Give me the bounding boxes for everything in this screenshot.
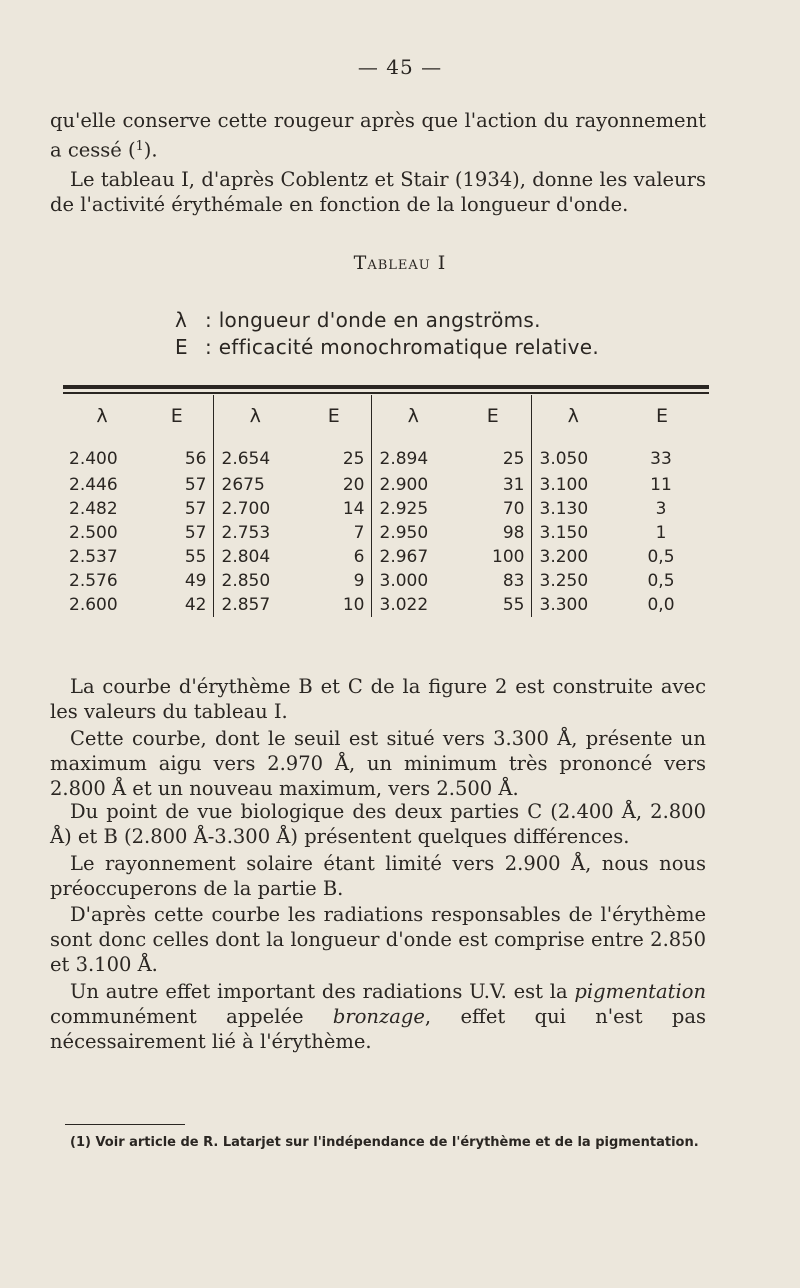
header-e: E	[327, 405, 340, 427]
cell: 2.537	[69, 547, 118, 567]
cell: 9	[353, 571, 365, 591]
header-e: E	[486, 405, 499, 427]
body-paragraph: Le rayonnement solaire étant limité vers 2.900 Å, nous nous préoccuperons de la partie B.	[50, 852, 706, 900]
cell: 2.753	[213, 521, 297, 545]
data-table	[63, 395, 709, 617]
intro-paragraph	[50, 108, 706, 162]
cell: 2.850	[213, 569, 297, 593]
cell: 25	[502, 449, 525, 469]
cell: 10	[342, 595, 365, 615]
cell: 2.500	[69, 523, 118, 543]
text-segment: communément appelée	[50, 1005, 333, 1028]
legend-text: : efficacité monochromatique relative.	[205, 335, 600, 359]
cell: 3.050	[531, 437, 615, 473]
footnote-reference[interactable]: 1	[135, 138, 144, 153]
italic-term: pigmentation	[574, 980, 706, 1003]
cell: 0,5	[647, 571, 675, 591]
cell: 1	[655, 523, 667, 543]
cell: 20	[342, 475, 365, 495]
legend-symbol: E	[175, 335, 188, 359]
cell: 2.950	[371, 521, 455, 545]
cell: 70	[502, 499, 525, 519]
cell: 57	[184, 523, 207, 543]
table-intro-paragraph: Le tableau I, d'après Coblentz et Stair (1934), donne les valeurs de l'activité érythémale en fonction de la longueur d'onde.	[50, 168, 706, 216]
text-segment: Un autre effet important des radiations U.V. est la	[70, 980, 575, 1003]
cell: 83	[502, 571, 525, 591]
footnote: (1) Voir article de R. Latarjet sur l'indépendance de l'érythème et de la pigmentation.	[70, 1135, 699, 1150]
legend-text: : longueur d'onde en angströms.	[205, 308, 541, 332]
cell: 0,5	[647, 547, 675, 567]
cell: 2.900	[371, 473, 455, 497]
table-row	[63, 569, 709, 593]
header-lambda: λ	[371, 395, 455, 437]
table-header-row	[63, 395, 709, 437]
header-lambda: λ	[531, 395, 615, 437]
body-paragraph: Cette courbe, dont le seuil est situé vers 3.300 Å, présente un maximum aigu vers 2.970 Å, un minimum très prononcé vers 2.800 Å et un nouveau maximum, vers 2.500 Å.	[50, 727, 706, 800]
cell: 55	[184, 547, 207, 567]
cell: 2.857	[213, 593, 297, 617]
cell: 2.400	[69, 449, 118, 469]
cell: 3.300	[531, 593, 615, 617]
cell: 6	[353, 547, 365, 567]
cell: 3.100	[531, 473, 615, 497]
body-paragraph: La courbe d'érythème B et C de la figure 2 est construite avec les valeurs du tableau I.	[50, 675, 706, 723]
cell: 57	[184, 475, 207, 495]
text-segment: , effet qui n'est pas nécessairement lié à l'érythème.	[50, 1005, 706, 1053]
table-row	[63, 437, 709, 473]
table-row	[63, 521, 709, 545]
cell: 57	[184, 499, 207, 519]
cell: 3.200	[531, 545, 615, 569]
cell: 2.600	[69, 595, 118, 615]
cell: 3.130	[531, 497, 615, 521]
header-lambda: λ	[213, 395, 297, 437]
cell: 2.654	[213, 437, 297, 473]
intro-text: qu'elle conserve cette rougeur après que l'action du rayonnement a cessé (	[50, 109, 706, 162]
cell: 3.022	[371, 593, 455, 617]
cell: 98	[502, 523, 525, 543]
cell: 3.000	[371, 569, 455, 593]
cell: 49	[184, 571, 207, 591]
table-row	[63, 545, 709, 569]
cell: 25	[342, 449, 365, 469]
cell: 14	[342, 499, 365, 519]
body-paragraph: D'après cette courbe les radiations responsables de l'érythème sont donc celles dont la longueur d'onde est comprise entre 2.850 et 3.100 Å.	[50, 903, 706, 976]
cell: 3.250	[531, 569, 615, 593]
cell: 2.925	[371, 497, 455, 521]
cell: 3.150	[531, 521, 615, 545]
cell: 3	[655, 499, 667, 519]
cell: 2.446	[69, 475, 118, 495]
cell: 2.482	[69, 499, 118, 519]
table-row	[63, 593, 709, 617]
table-row	[63, 497, 709, 521]
cell: 2.700	[213, 497, 297, 521]
cell: 7	[353, 523, 365, 543]
header-e: E	[170, 405, 183, 427]
italic-term: bronzage	[332, 1005, 425, 1028]
cell: 2.576	[69, 571, 118, 591]
cell: 2.894	[371, 437, 455, 473]
footnote-divider	[65, 1124, 185, 1125]
legend-lambda	[175, 308, 541, 332]
header-e: E	[655, 405, 668, 427]
cell: 33	[650, 449, 672, 469]
cell: 31	[502, 475, 525, 495]
pigmentation-paragraph	[50, 979, 706, 1054]
intro-text-end: ).	[143, 138, 158, 162]
cell: 56	[184, 449, 207, 469]
body-paragraph: Du point de vue biologique des deux parties C (2.400 Å, 2.800 Å) et B (2.800 Å-3.300 Å) présentent quelques différences.	[50, 800, 706, 848]
legend-symbol: λ	[175, 308, 188, 332]
page-number: — 45 —	[357, 55, 443, 79]
table-top-rule	[63, 385, 709, 389]
table-caption: Tableau I	[353, 252, 447, 274]
cell: 0,0	[647, 595, 675, 615]
cell: 55	[502, 595, 525, 615]
table-row	[63, 473, 709, 497]
table-top-rule-thin	[63, 392, 709, 394]
cell: 100	[492, 547, 525, 567]
cell: 11	[650, 475, 672, 495]
cell: 2.804	[213, 545, 297, 569]
cell: 42	[184, 595, 207, 615]
legend-efficacy	[175, 335, 599, 359]
header-lambda: λ	[96, 405, 108, 427]
cell: 2675	[213, 473, 297, 497]
cell: 2.967	[371, 545, 455, 569]
